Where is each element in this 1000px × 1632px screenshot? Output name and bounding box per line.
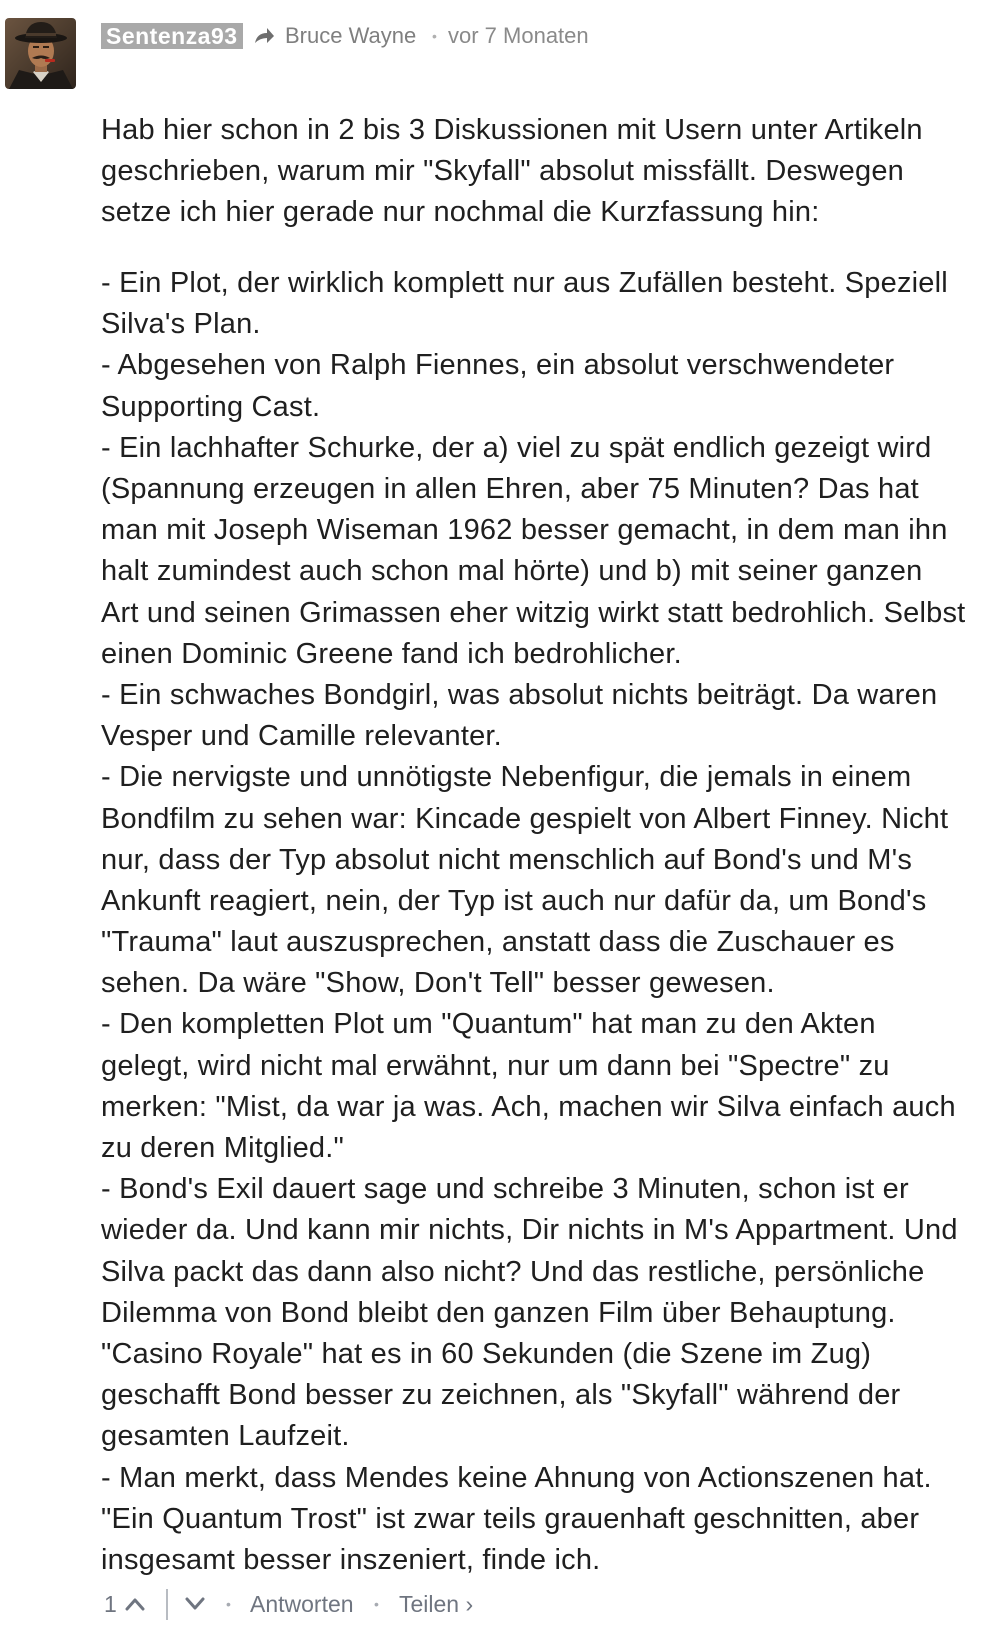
comment-line: Dilemma von Bond bleibt den ganzen Film über Behauptung. [101,1296,896,1329]
comment-line: insgesamt besser inszeniert, finde ich. [101,1543,601,1576]
comment-body [101,110,981,1611]
comment-line: - Ein schwaches Bondgirl, was absolut nichts beiträgt. Da waren [101,678,938,711]
footer-separator: • [226,1596,231,1612]
comment-line: - Die nervigste und unnötigste Nebenfigur, die jemals in einem [101,761,912,794]
comment-line: wieder da. Und kann mir nichts, Dir nichts in M's Appartment. Und [101,1214,958,1247]
comment-line: Vesper und Camille relevanter. [101,720,502,753]
comment-line: halt zumindest auch schon mal hörte) und b) mit seiner ganzen [101,555,923,588]
vote-count: 1 [104,1591,117,1617]
vote-divider [166,1589,168,1620]
comment-line: sehen. Da wäre "Show, Don't Tell" besser gewesen. [101,967,775,1000]
comment-line: geschafft Bond besser zu zeichnen, als "Skyfall" während der [101,1379,901,1412]
comment-line: (Spannung erzeugen in allen Ehren, aber 75 Minuten? Das hat [101,473,919,505]
author-username[interactable]: Sentenza93 [101,23,243,49]
avatar[interactable] [5,18,76,89]
footer-separator: • [374,1596,379,1612]
comment-line: merken: "Mist, da war ja was. Ach, machen wir Silva einfach auch [101,1090,956,1123]
comment-paragraph [101,263,981,1581]
comment-line: Silva's Plan. [101,308,261,341]
reply-to-user[interactable]: Bruce Wayne [285,23,417,48]
reply-arrow-icon [253,26,275,46]
comment-line: setze ich hier gerade nur nochmal die Kurzfassung hin: [101,196,820,229]
comment-line: - Den kompletten Plot um "Quantum" hat man zu den Akten [101,1008,876,1041]
comment-line: Supporting Cast. [101,390,321,423]
chevron-up-icon[interactable] [125,1597,145,1611]
comment-line: Bondfilm zu sehen war: Kincade gespielt von Albert Finney. Nicht [101,802,949,835]
comment-line: "Ein Quantum Trost" ist zwar teils grauenhaft geschnitten, aber [101,1502,920,1535]
comment-line: - Ein lachhafter Schurke, der a) viel zu spät endlich gezeigt wird [101,431,932,464]
chevron-down-icon[interactable] [185,1597,205,1611]
comment-line: geschrieben, warum mir "Skyfall" absolut missfällt. Deswegen [101,155,905,188]
comment-line: Ankunft reagiert, nein, der Typ ist auch nur dafür da, um Bond's [101,884,927,917]
avatar-image [5,18,76,89]
comment-line: Silva packt das dann also nicht? Und das restliche, persönliche [101,1255,925,1288]
comment-line: man mit Joseph Wiseman 1962 besser gemacht, in dem man ihn [101,514,948,547]
reply-button[interactable]: Antworten [250,1591,354,1617]
comment-line: - Man merkt, dass Mendes keine Ahnung von Actionszenen hat. [101,1461,932,1494]
comment-line: - Abgesehen von Ralph Fiennes, ein absolut verschwendeter [101,349,895,382]
comment-line: "Trauma" laut auszusprechen, anstatt dass die Zuschauer es [101,926,895,959]
comment-line: "Casino Royale" hat es in 60 Sekunden (die Szene im Zug) [101,1337,872,1370]
meta-separator: • [432,28,437,44]
comment-line: Art und seinen Grimassen eher witzig wirkt statt bedrohlich. Selbst [101,596,966,629]
comment-timestamp[interactable]: vor 7 Monaten [448,23,589,48]
comment-line: - Bond's Exil dauert sage und schreibe 3 Minuten, schon ist er [101,1173,909,1206]
comment-line: nur, dass der Typ absolut nicht menschlich auf Bond's und M's [101,843,913,876]
comment-line: gesamten Laufzeit. [101,1420,350,1453]
comment-paragraph [101,110,981,234]
comment-line: zu deren Mitglied." [101,1132,344,1164]
comment-line: gelegt, wird nicht mal erwähnt, nur um dann bei "Spectre" zu [101,1049,890,1082]
comment-line: einen Dominic Greene fand ich bedrohlicher. [101,637,682,670]
share-button[interactable]: Teilen › [399,1591,474,1617]
comment-line: - Ein Plot, der wirklich komplett nur aus Zufällen besteht. Speziell [101,267,948,300]
comment-line: Hab hier schon in 2 bis 3 Diskussionen mit Usern unter Artikeln [101,114,923,146]
